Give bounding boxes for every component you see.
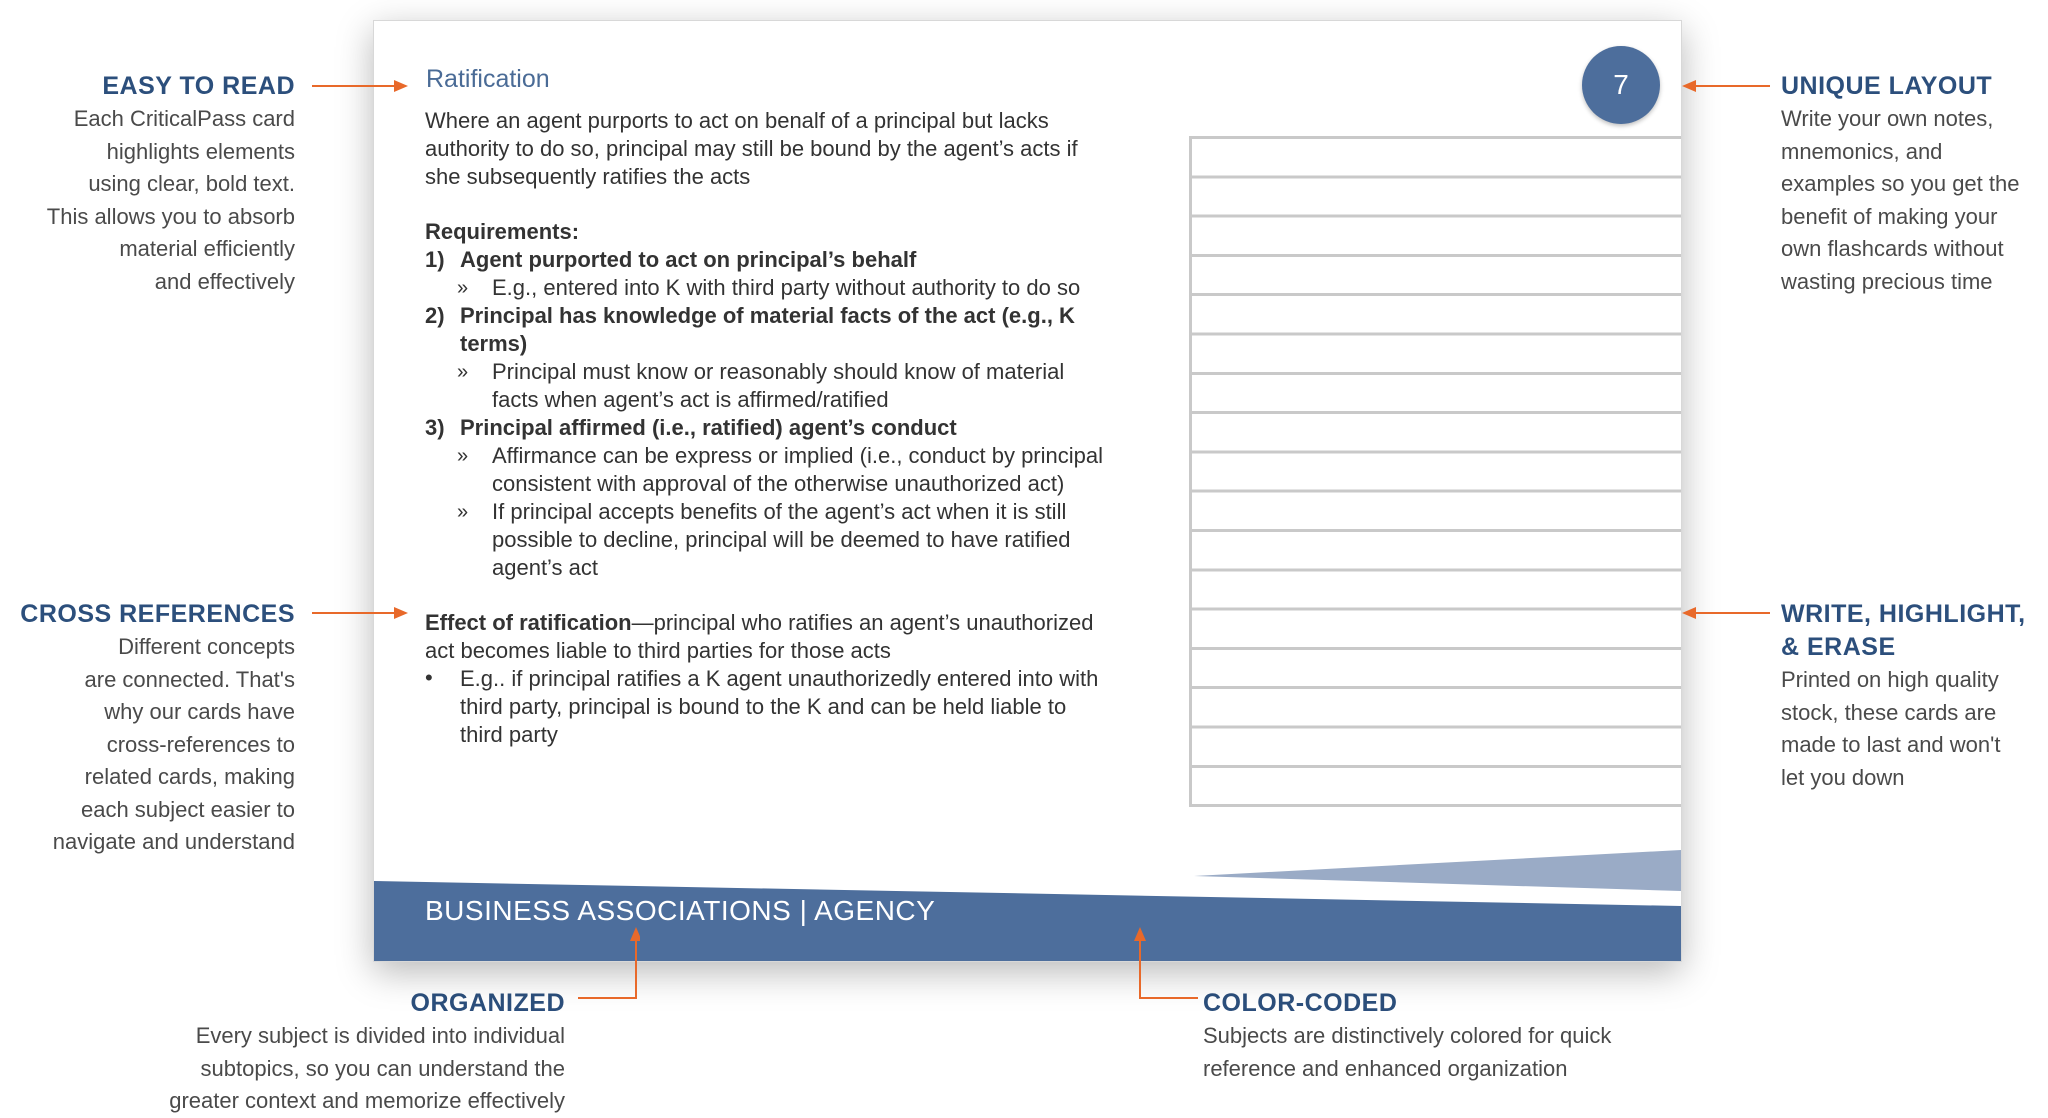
arrow-icon [310, 603, 410, 623]
arrow-icon [570, 925, 640, 1005]
callout-color-coded [1203, 987, 1611, 1085]
sub-point: » E.g., entered into K with third party without authority to do so [457, 275, 1081, 300]
footer-accent-shape [1194, 850, 1681, 891]
requirements-label: Requirements: [425, 219, 580, 244]
callout-cross-references [20, 598, 295, 859]
arrow-icon [310, 76, 410, 96]
callout-unique-layout [1781, 70, 2019, 298]
callout-body: Write your own notes, mnemonics, and examples so you get the benefit of making your own flashcards without wasting precious time [1781, 106, 2020, 294]
callout-organized [169, 987, 565, 1118]
requirement-item: 2) Principal has knowledge of material facts of the act (e.g., K terms) [425, 303, 1075, 356]
requirement-item: 1) Agent purported to act on principal’s behalf [425, 247, 917, 272]
callout-write-highlight-erase [1781, 598, 2026, 794]
effect-of-ratification: Effect of ratification—principal who ratifies an agent’s unauthorized [425, 610, 1094, 635]
flashcard [373, 20, 1682, 962]
sub-marker-icon: » [457, 445, 469, 467]
arrow-icon [1680, 603, 1772, 623]
subject-footer: BUSINESS ASSOCIATIONS | AGENCY [425, 895, 936, 926]
card-content: Where an agent purports to act on benalf of a principal but lacks authority to do so, principal may still be bound by the agent’s acts if she subsequently ratifies the acts Requirements: 1) Agent purported to act on principal’s behalf » E.g., entered into K with third party without authority to do so 2) Principal has knowledge of material facts of the act (e.g., K terms) » Principal must know or reasonably should know of material facts when agent’s act is affirmed/ratified 3) Principal affirmed (i.e., ratified) agent’s conduct » Affirmance can be express or implied (i.e., conduct by principal consistent with approval of the otherwise unauthorized act) » If principal accepts benefits of the agent’s act when it is still possible to decline, principal will be deemed to have ratified agent’s act Effect of ratification—principal who ratifies an agent’s unauthorized act becomes liable to third parties for those acts • E.g.. if principal ratifies a K agent unauthorizedly entered into with third party, principal is bound to the K and can be held liable to third party [425, 107, 1205, 749]
callout-title: CROSS REFERENCES [20, 600, 295, 628]
card-title: Ratification [426, 65, 550, 93]
sub-marker-icon: » [457, 361, 469, 383]
requirement-item: 3) Principal affirmed (i.e., ratified) agent’s conduct [425, 415, 957, 440]
callout-body: Every subject is divided into individual subtopics, so you can understand the greater context and memorize effectively [169, 1023, 565, 1113]
sub-marker-icon: » [457, 501, 469, 523]
bullet-icon: • [425, 665, 433, 690]
callout-title: UNIQUE LAYOUT [1781, 72, 1993, 100]
arrow-icon [1130, 925, 1200, 1005]
callout-title: WRITE, HIGHLIGHT, & ERASE [1781, 600, 2026, 661]
callout-easy-to-read [47, 70, 295, 298]
bullet-point: • E.g.. if principal ratifies a K agent unauthorizedly entered into with third party, principal is bound to the K and can be held liable to third party [425, 665, 1099, 747]
sub-point: » If principal accepts benefits of the agent’s act when it is still possible to decline, principal will be deemed to have ratified agent’s act [457, 499, 1071, 580]
callout-title: ORGANIZED [410, 989, 565, 1017]
callout-title: COLOR-CODED [1203, 989, 1398, 1017]
arrow-icon [1680, 76, 1772, 96]
callout-body: Printed on high quality stock, these cards are made to last and won't let you down [1781, 667, 2001, 790]
sub-point: » Principal must know or reasonably should know of material facts when agent’s act is affirmed/ratified [457, 359, 1065, 412]
callout-body: Subjects are distinctively colored for quick reference and enhanced organization [1203, 1023, 1612, 1081]
card-number-badge: 7 [1582, 46, 1660, 124]
note-lines-area [1189, 136, 1681, 807]
sub-marker-icon: » [457, 277, 469, 299]
callout-body: Each CriticalPass card highlights elements using clear, bold text. This allows you to absorb material efficiently and effectively [46, 106, 295, 294]
sub-point: » Affirmance can be express or implied (i.e., conduct by principal consistent with approval of the otherwise unauthorized act) [457, 443, 1103, 496]
callout-body: Different concepts are connected. That's why our cards have cross-references to related cards, making each subject easier to navigate and understand [52, 634, 295, 854]
callout-title: EASY TO READ [102, 72, 295, 100]
